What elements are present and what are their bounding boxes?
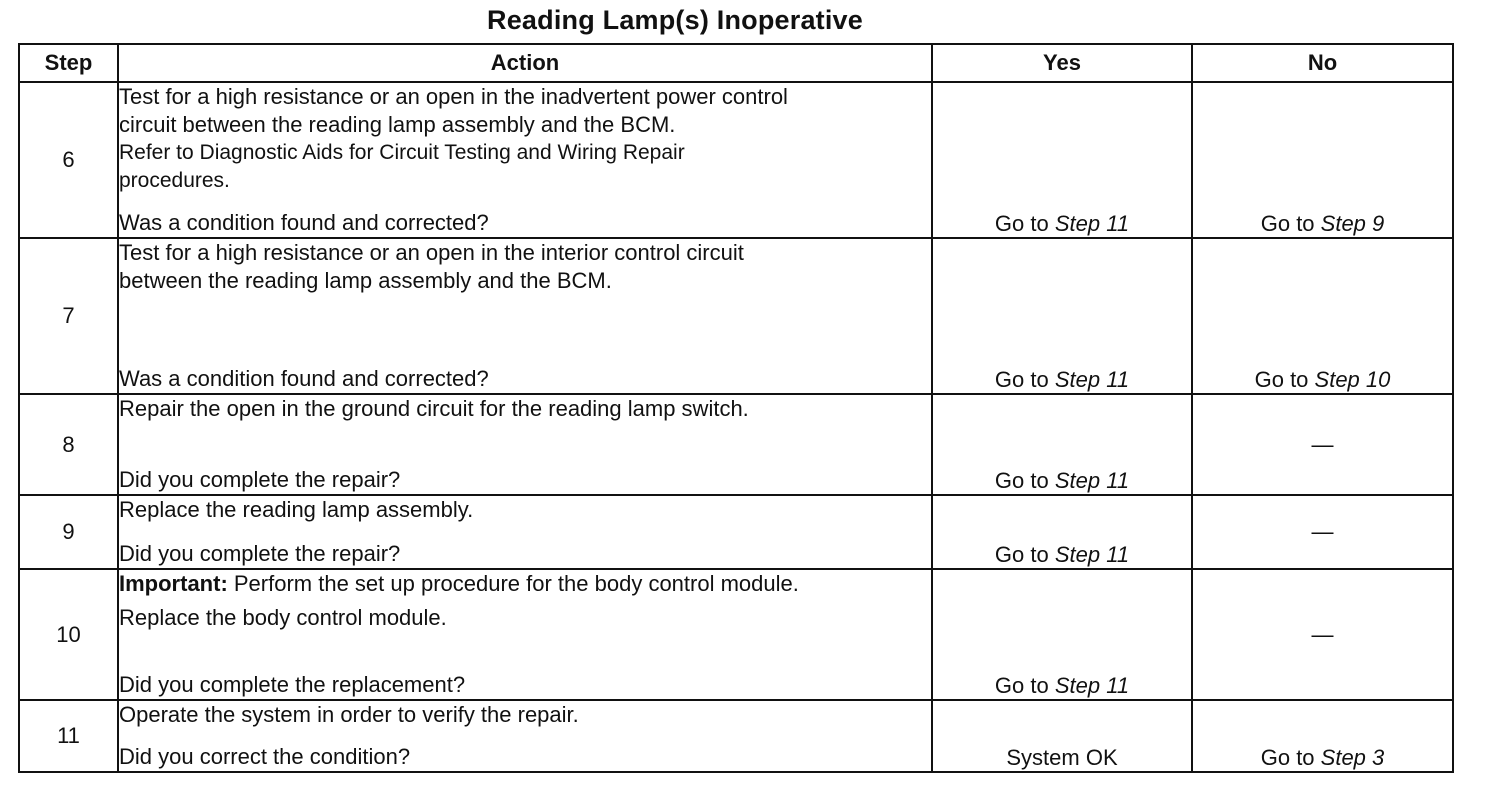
- step-reference: Step 11: [1054, 673, 1130, 698]
- table-row: [19, 238, 1453, 394]
- step-reference: Step 11: [1054, 367, 1130, 392]
- action-text: Refer to Diagnostic Aids for Circuit Testing and Wiring Repair: [119, 141, 685, 164]
- action-text: Repair the open in the ground circuit for the reading lamp switch.: [119, 396, 749, 421]
- goto-prefix: Go to: [994, 211, 1055, 236]
- table-row: [19, 82, 1453, 238]
- action-question: Did you complete the repair?: [119, 541, 401, 566]
- table-row: [19, 495, 1453, 569]
- important-note: [119, 570, 931, 598]
- step-reference: Step 11: [1054, 468, 1130, 493]
- yes-cell: [932, 394, 1192, 495]
- no-cell: [1192, 82, 1453, 238]
- action-text: procedures.: [119, 169, 230, 192]
- header-yes: Yes: [932, 44, 1192, 82]
- action-cell: [118, 700, 932, 772]
- action-question: Did you complete the repair?: [119, 467, 401, 492]
- action-cell: [118, 238, 932, 394]
- action-cell: [118, 394, 932, 495]
- yes-cell: System OK: [932, 700, 1192, 772]
- step-number: 8: [19, 394, 118, 495]
- action-question: Was a condition found and corrected?: [119, 366, 489, 391]
- action-question: Did you correct the condition?: [119, 744, 411, 769]
- yes-cell: [932, 82, 1192, 238]
- no-cell-dash: —: [1192, 495, 1453, 569]
- table-row: [19, 700, 1453, 772]
- step-reference: Step 11: [1054, 211, 1130, 236]
- no-cell-dash: —: [1192, 569, 1453, 700]
- yes-cell: [932, 569, 1192, 700]
- action-text: Test for a high resistance or an open in the interior control circuit: [119, 240, 744, 265]
- header-step: Step: [19, 44, 118, 82]
- step-reference: Step 11: [1054, 542, 1130, 567]
- no-cell: [1192, 238, 1453, 394]
- goto-prefix: Go to: [994, 367, 1055, 392]
- goto-prefix: Go to: [1260, 745, 1321, 770]
- goto-prefix: Go to: [994, 673, 1055, 698]
- action-text: Replace the body control module.: [119, 605, 447, 630]
- table-row: [19, 394, 1453, 495]
- step-number: 11: [19, 700, 118, 772]
- goto-prefix: Go to: [1260, 211, 1321, 236]
- goto-prefix: Go to: [1254, 367, 1315, 392]
- goto-prefix: Go to: [994, 542, 1055, 567]
- yes-cell: [932, 238, 1192, 394]
- step-number: 9: [19, 495, 118, 569]
- action-text: Operate the system in order to verify the repair.: [119, 702, 579, 727]
- step-number: 6: [19, 82, 118, 238]
- header-action: Action: [118, 44, 932, 82]
- action-text: between the reading lamp assembly and the BCM.: [119, 268, 612, 293]
- step-number: 10: [19, 569, 118, 700]
- page-title: Reading Lamp(s) Inoperative: [487, 5, 863, 35]
- diagnostic-table: [18, 43, 1454, 773]
- no-cell-dash: —: [1192, 394, 1453, 495]
- goto-prefix: Go to: [994, 468, 1055, 493]
- action-cell: [118, 569, 932, 700]
- header-row: [19, 44, 1453, 82]
- step-reference: Step 10: [1314, 367, 1391, 392]
- step-reference: Step 3: [1320, 745, 1385, 770]
- important-label: Important:: [119, 571, 228, 596]
- action-cell: [118, 82, 932, 238]
- no-cell: [1192, 700, 1453, 772]
- step-reference: Step 9: [1320, 211, 1385, 236]
- action-text: Test for a high resistance or an open in the inadvertent power control: [119, 84, 788, 109]
- action-text: circuit between the reading lamp assembly and the BCM.: [119, 112, 676, 137]
- step-number: 7: [19, 238, 118, 394]
- action-question: Did you complete the replacement?: [119, 672, 466, 697]
- action-cell: [118, 495, 932, 569]
- yes-cell: [932, 495, 1192, 569]
- action-question: Was a condition found and corrected?: [119, 210, 489, 235]
- action-text: Replace the reading lamp assembly.: [119, 497, 474, 522]
- header-no: No: [1192, 44, 1453, 82]
- table-row: [19, 569, 1453, 700]
- important-text: Perform the set up procedure for the body control module.: [227, 571, 799, 596]
